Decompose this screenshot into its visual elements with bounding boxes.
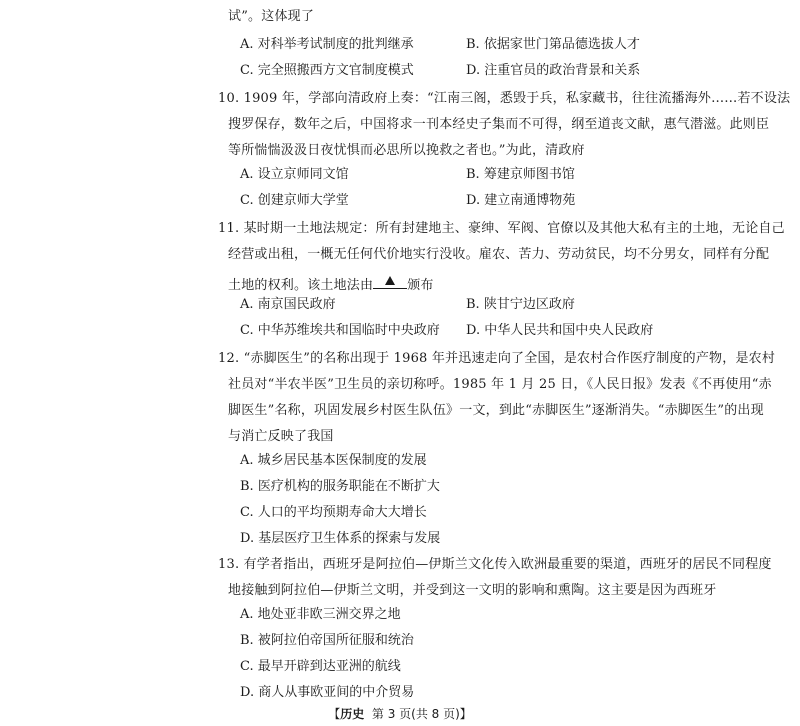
footer-subject: 历史 [340,707,365,721]
q13-stem-line-2: 地接触到阿拉伯—伊斯兰文明，并受到这一文明的影响和熏陶。这主要是因为西班牙 [228,583,717,598]
q11-stem-line-3 [228,272,434,295]
q11-stem-before-blank: 土地的权利。该土地法由 [228,278,374,293]
q11-option-b: B. 陕甘宁边区政府 [466,297,575,312]
footer-page-number: 第 3 页(共 8 页) [371,707,460,721]
q10-stem-line-1: 10. 1909 年，学部向清政府上奏：“江南三阁，悉毁于兵，私家藏书，往往流播海外……若不设法 [218,91,791,106]
q11-stem-line-2: 经营或出租，一概无任何代价地实行没收。雇农、苦力、劳动贫民，均不分男女，同样有分配 [228,247,770,262]
q13-option-a: A. 地处亚非欧三洲交界之地 [240,607,401,622]
q13-option-c: C. 最早开辟到达亚洲的航线 [240,659,401,674]
q12-option-c: C. 人口的平均预期寿命大大增长 [240,505,427,520]
q12-stem-line-2: 社员对“半农半医”卫生员的亲切称呼。1985 年 1 月 25 日，《人民日报》发表《不再使用“赤 [228,377,772,392]
q13-stem-line-1: 13. 有学者指出，西班牙是阿拉伯—伊斯兰文化传入欧洲最重要的渠道，西班牙的居民不同程度 [218,557,772,572]
q13-option-d: D. 商人从事欧亚间的中介贸易 [240,685,415,700]
q12-option-d: D. 基层医疗卫生体系的探索与发展 [240,531,441,546]
q12-stem-line-3: 脚医生”名称，巩固发展乡村医生队伍》一文，到此“赤脚医生”逐渐消失。“赤脚医生”的出现 [228,403,764,418]
q11-option-d: D. 中华人民共和国中央人民政府 [466,323,654,338]
q12-stem-line-1: 12. “赤脚医生”的名称出现于 1968 年并迅速走向了全国，是农村合作医疗制度的产物，是农村 [218,351,776,366]
q9-option-d: D. 注重官员的政治背景和关系 [466,63,641,78]
q9-tail: 试”。这体现了 [228,9,315,24]
q12-option-a: A. 城乡居民基本医保制度的发展 [240,453,427,468]
q11-option-a: A. 南京国民政府 [240,297,336,312]
q10-option-a: A. 设立京师同文馆 [240,167,349,182]
q10-stem-line-3: 等所惴惴汲汲日夜忧惧而必思所以挽救之者也。”为此，清政府 [228,143,585,158]
q12-stem-line-4: 与消亡反映了我国 [228,429,334,444]
q9-option-b: B. 依据家世门第品德选拔人才 [466,37,640,52]
answer-blank [373,272,407,289]
q10-option-b: B. 筹建京师图书馆 [466,167,575,182]
q13-option-b: B. 被阿拉伯帝国所征服和统治 [240,633,414,648]
footer-bracket-close: 】 [459,707,472,721]
q9-option-a: A. 对科举考试制度的批判继承 [240,37,414,52]
q10-stem-line-2: 搜罗保存，数年之后，中国将求一刊本经史子集而不可得，纲至道丧文献，惠气潜滋。此则臣 [228,117,770,132]
page-footer [0,706,800,722]
footer-bracket-open: 【 [328,707,341,721]
q10-option-c: C. 创建京师大学堂 [240,193,349,208]
q12-option-b: B. 医疗机构的服务职能在不断扩大 [240,479,440,494]
q9-option-c: C. 完全照搬西方文官制度模式 [240,63,414,78]
q10-option-d: D. 建立南通博物苑 [466,193,576,208]
q11-stem-line-1: 11. 某时期一土地法规定：所有封建地主、豪绅、军阀、官僚以及其他大私有主的土地，无论自己 [218,221,785,236]
triangle-icon [385,276,395,285]
q11-option-c: C. 中华苏维埃共和国临时中央政府 [240,323,440,338]
q11-stem-after-blank: 颁布 [407,278,434,293]
